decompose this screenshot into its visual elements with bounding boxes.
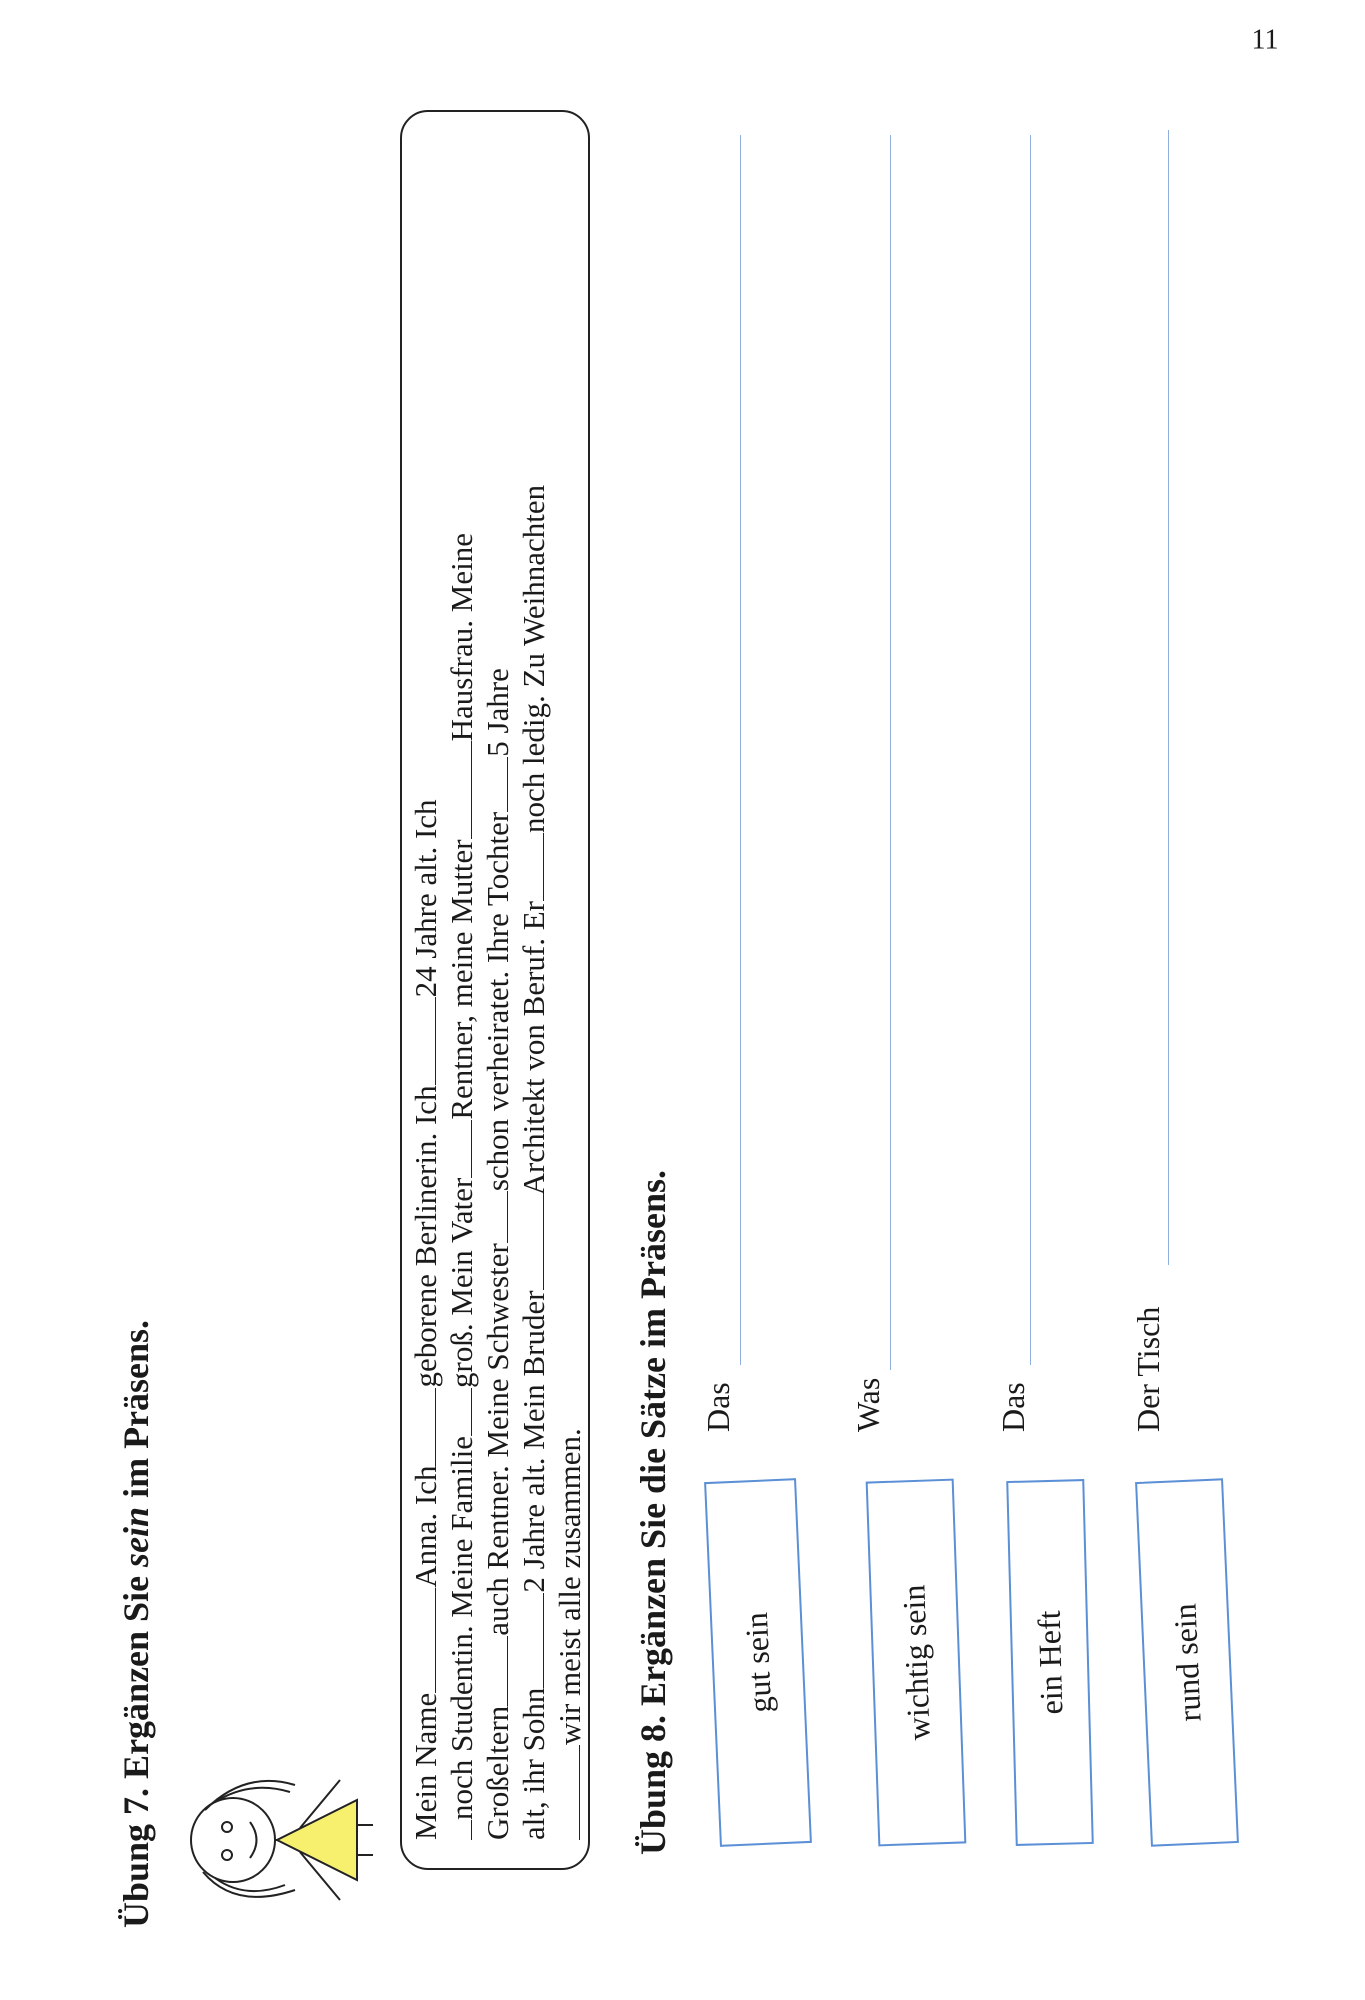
sentence-prompt-2: Was bbox=[850, 1377, 886, 1432]
exercise7-heading-suffix: im Präsens. bbox=[116, 1319, 156, 1507]
word-card-wichtig-sein[interactable] bbox=[866, 1479, 967, 1847]
writing-line-2[interactable] bbox=[890, 135, 891, 1370]
text-line-4 bbox=[516, 485, 552, 1840]
writing-line-1[interactable] bbox=[740, 135, 741, 1365]
text-segment: Rentner, meine Mutter bbox=[444, 839, 479, 1120]
blank-field[interactable] bbox=[445, 1820, 472, 1840]
text-line-5 bbox=[552, 1428, 588, 1840]
blank-field[interactable] bbox=[481, 757, 508, 812]
text-line-2 bbox=[444, 533, 480, 1840]
sentence-prompt-1: Das bbox=[700, 1382, 736, 1432]
text-line-3 bbox=[480, 668, 516, 1840]
blank-field[interactable] bbox=[481, 1191, 508, 1243]
text-segment: geborene Berlinerin. Ich bbox=[408, 1085, 443, 1388]
text-segment: 2 Jahre alt. Mein Bruder bbox=[516, 1290, 551, 1593]
blank-field[interactable] bbox=[445, 1120, 472, 1178]
blank-field[interactable] bbox=[409, 1388, 436, 1466]
word-card-gut-sein[interactable] bbox=[704, 1478, 812, 1847]
text-segment: Architekt von Beruf. Er bbox=[516, 900, 551, 1196]
blank-field[interactable] bbox=[409, 997, 436, 1085]
text-segment: Mein Name bbox=[408, 1692, 443, 1840]
exercise7-heading-prefix: Übung 7. Ergänzen Sie bbox=[116, 1566, 156, 1928]
text-line-1 bbox=[408, 799, 444, 1840]
text-segment: auch Rentner. Meine Schwester bbox=[480, 1243, 515, 1636]
page-number: 11 bbox=[1251, 24, 1279, 56]
blank-field[interactable] bbox=[553, 1745, 580, 1840]
girl-figure-illustration bbox=[175, 1755, 375, 1930]
sentence-prompt-3: Das bbox=[995, 1382, 1031, 1432]
blank-field[interactable] bbox=[517, 1195, 544, 1290]
text-segment: noch Studentin. Meine Familie bbox=[444, 1435, 479, 1820]
writing-line-3[interactable] bbox=[1030, 135, 1031, 1365]
exercise7-heading-italic: sein bbox=[116, 1506, 156, 1567]
blank-field[interactable] bbox=[517, 1593, 544, 1688]
text-segment: 24 Jahre alt. Ich bbox=[408, 799, 443, 998]
text-segment: Hausfrau. Meine bbox=[444, 533, 479, 742]
blank-field[interactable] bbox=[517, 833, 544, 901]
text-segment: Anna. Ich bbox=[408, 1465, 443, 1588]
card-label: ein Heft bbox=[1030, 1610, 1069, 1715]
word-card-ein-heft[interactable] bbox=[1006, 1479, 1094, 1846]
card-label: wichtig sein bbox=[894, 1584, 937, 1741]
text-segment: noch ledig. Zu Weihnachten bbox=[516, 484, 551, 833]
card-label: rund sein bbox=[1165, 1602, 1208, 1723]
text-segment: alt, ihr Sohn bbox=[516, 1687, 551, 1840]
blank-field[interactable] bbox=[445, 741, 472, 839]
blank-field[interactable] bbox=[445, 1388, 472, 1436]
text-segment: schon verheiratet. Ihre Tochter bbox=[480, 811, 515, 1192]
text-segment: 5 Jahre bbox=[480, 668, 515, 757]
text-segment: groß. Mein Vater bbox=[444, 1177, 479, 1388]
exercise8-heading: Übung 8. Ergänzen Sie die Sätze im Präsens. bbox=[633, 1169, 673, 1855]
text-segment: wir meist alle zusammen. bbox=[552, 1428, 587, 1745]
sentence-prompt-4: Der Tisch bbox=[1130, 1306, 1166, 1432]
blank-field[interactable] bbox=[481, 1636, 508, 1706]
exercise7-heading bbox=[115, 1320, 157, 1928]
text-segment: Großeltern bbox=[480, 1705, 515, 1840]
exercise7-text-box bbox=[400, 110, 590, 1870]
writing-line-4[interactable] bbox=[1168, 130, 1169, 1265]
word-card-rund-sein[interactable] bbox=[1135, 1478, 1239, 1846]
blank-field[interactable] bbox=[409, 1588, 436, 1693]
card-label: gut sein bbox=[737, 1611, 778, 1714]
